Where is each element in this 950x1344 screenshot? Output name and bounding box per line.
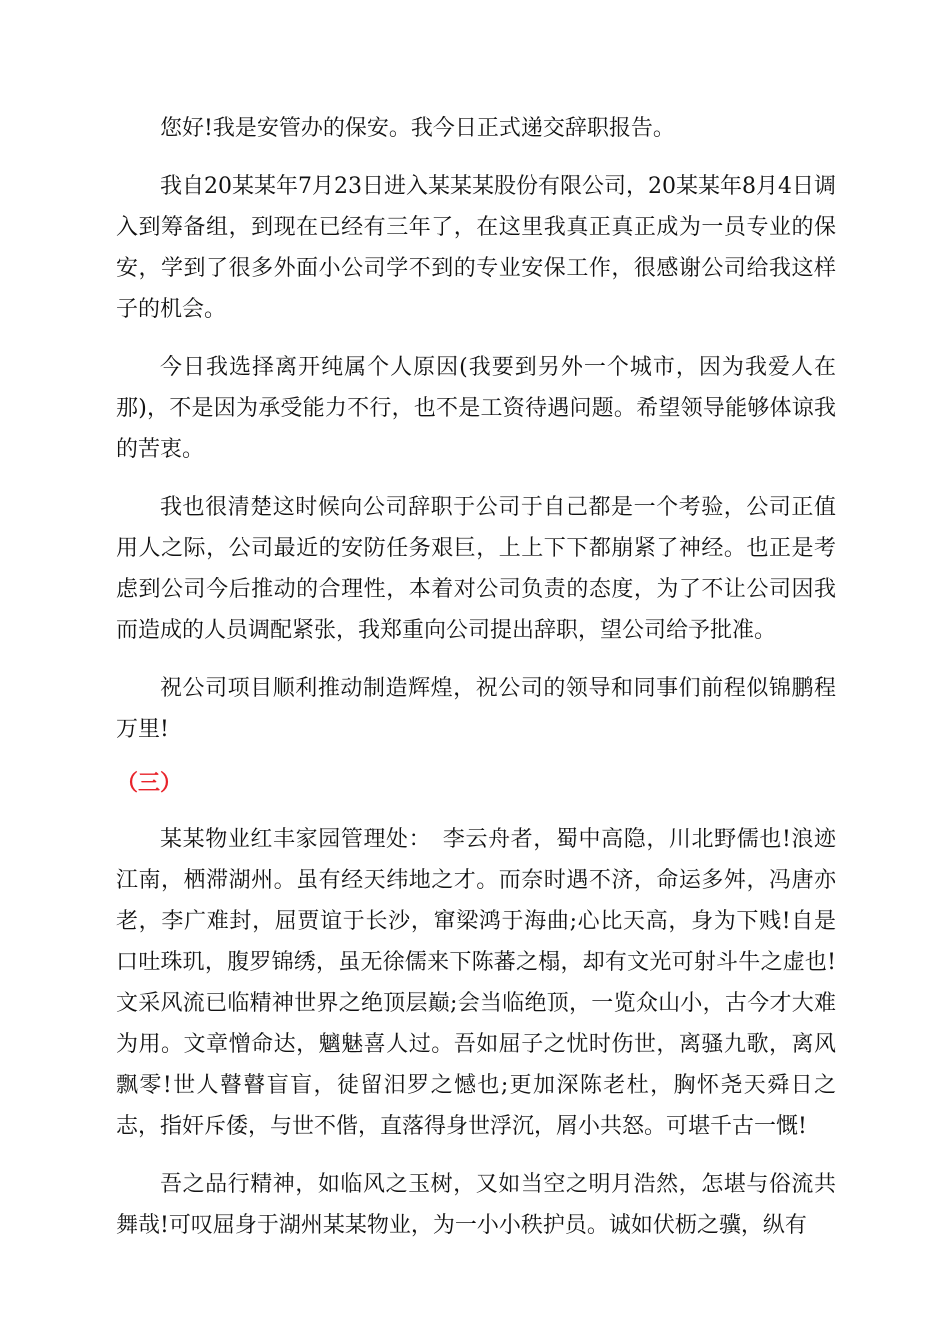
paragraph-section3-character: 吾之品行精神，如临风之玉树，又如当空之明月浩然，怎堪与俗流共舞哉!可叹屈身于湖州某某物业，为一小小秩护员。诚如伏枥之骥，纵有 (116, 1172, 836, 1238)
paragraph-request: 我也很清楚这时候向公司辞职于公司于自己都是一个考验，公司正值用人之际，公司最近的安防任务艰巨，上上下下都崩紧了神经。也正是考虑到公司今后推动的合理性，本着对公司负责的态度，为了不让公司因我而造成的人员调配紧张，我郑重向公司提出辞职，望公司给予批准。 (116, 495, 836, 643)
paragraph-reason: 今日我选择离开纯属个人原因(我要到另外一个城市，因为我爱人在那)，不是因为承受能力不行，也不是工资待遇问题。希望领导能够体谅我的苦衷。 (116, 355, 836, 462)
paragraph-greeting: 您好!我是安管办的保安。我今日正式递交辞职报告。 (160, 116, 675, 141)
paragraph-closing-wishes: 祝公司项目顺利推动制造辉煌，祝公司的领导和同事们前程似锦鹏程万里! (116, 676, 836, 742)
section-heading-three: （三） (116, 771, 183, 796)
document-body (116, 108, 836, 1263)
paragraph-section3-intro: 某某物业红丰家园管理处： 李云舟者，蜀中高隐，川北野儒也!浪迹江南，栖滞湖州。虽有经天纬地之才。而奈时遇不济，命运多舛，冯唐亦老，李广难封，屈贾谊于长沙，窜梁鸿于海曲;心比天高，身为下贱!自是口吐珠玑，腹罗锦绣，虽无徐儒来下陈蕃之榻，却有文光可射斗牛之虚也!文采风流已临精神世界之绝顶层巅;会当临绝顶，一览众山小，古今才大难为用。文章憎命达，魑魅喜人过。吾如屈子之忧时伤世，离骚九歌，离风飘零!世人瞽瞽盲盲，徒留汨罗之憾也;更加深陈老杜，胸怀尧天舜日之志，指奸斥倭，与世不偕，直落得身世浮沉，屑小共怒。可堪千古一慨! (116, 827, 836, 1139)
paragraph-employment-history: 我自20某某年7月23日进入某某某股份有限公司，20某某年8月4日调入到筹备组，到现在已经有三年了，在这里我真正真正成为一员专业的保安，学到了很多外面小公司学不到的专业安保工作，很感谢公司给我这样子的机会。 (116, 174, 836, 322)
